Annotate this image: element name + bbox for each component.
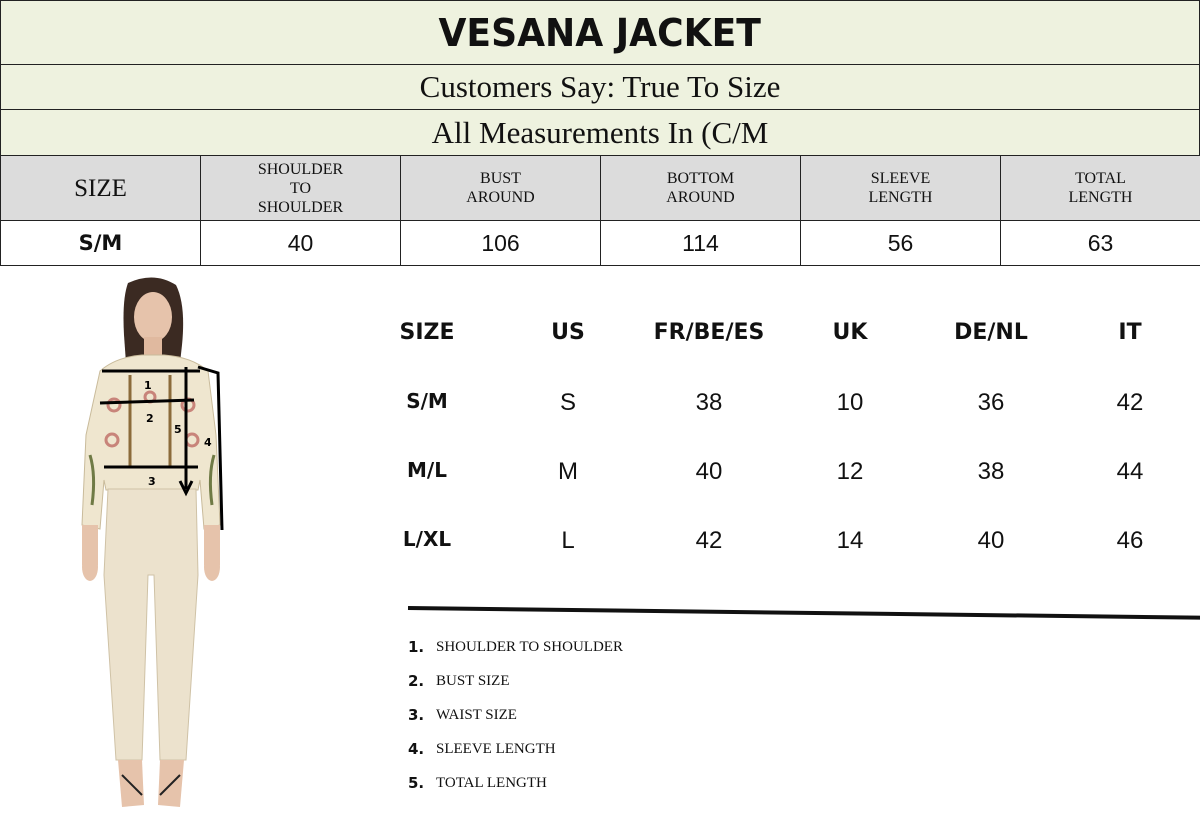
list-item — [408, 698, 623, 732]
pants-shape — [104, 489, 198, 760]
conversion-header-row — [380, 320, 1200, 389]
model-figure — [70, 275, 240, 820]
marker-5: 5 — [174, 423, 182, 436]
legend-number: 5. — [408, 774, 425, 792]
table-row: S/M S 38 10 36 42 — [406, 389, 1144, 416]
legend-label: TOTAL LENGTH — [436, 774, 547, 791]
cell-shoulder: 40 — [201, 221, 401, 266]
measurement-header-row — [1, 156, 1200, 221]
legend-label: BUST SIZE — [436, 672, 510, 689]
cell-size: S/M — [1, 221, 201, 266]
legend-label: WAIST SIZE — [436, 706, 517, 723]
cell-total: 63 — [1001, 221, 1200, 266]
marker-2: 2 — [146, 412, 154, 425]
legend-number: 2. — [408, 672, 425, 690]
conv-header-it: IT — [1118, 320, 1142, 345]
list-item — [408, 732, 623, 766]
table-row — [1, 221, 1200, 266]
face-shape — [134, 292, 172, 342]
list-item — [408, 630, 623, 664]
header-total: TOTAL LENGTH — [1001, 156, 1200, 221]
size-conversion-table — [380, 320, 1200, 596]
cell-sleeve: 56 — [801, 221, 1001, 266]
conv-header-fr: FR/BE/ES — [653, 320, 765, 345]
divider-line — [408, 606, 1200, 620]
table-row: L/XL L 42 14 40 46 — [402, 527, 1144, 554]
header-shoulder: SHOULDER TO SHOULDER — [201, 156, 401, 221]
units-band — [0, 109, 1200, 156]
marker-3: 3 — [148, 475, 156, 488]
conv-header-uk: UK — [832, 320, 868, 345]
cell-bottom: 114 — [601, 221, 801, 266]
legend-number: 1. — [408, 638, 425, 656]
legend-label: SLEEVE LENGTH — [436, 740, 556, 757]
conv-header-size: SIZE — [399, 320, 455, 345]
list-item — [408, 766, 623, 800]
legend-number: 3. — [408, 706, 425, 724]
header-size: SIZE — [1, 156, 201, 221]
legend-number: 4. — [408, 740, 425, 758]
subtitle-band — [0, 64, 1200, 110]
marker-1: 1 — [144, 379, 152, 392]
measurement-table — [0, 155, 1200, 266]
header-bust: BUST AROUND — [401, 156, 601, 221]
measurement-legend — [408, 630, 623, 800]
units-note: All Measurements In (C/M — [431, 114, 769, 150]
header-sleeve: SLEEVE LENGTH — [801, 156, 1001, 221]
page-title: VESANA JACKET — [438, 10, 762, 55]
neck-shape — [144, 337, 162, 357]
conv-header-de: DE/NL — [954, 320, 1028, 345]
subtitle: Customers Say: True To Size — [419, 69, 781, 104]
conv-header-us: US — [551, 320, 585, 345]
legend-label: SHOULDER TO SHOULDER — [436, 638, 623, 655]
title-band — [0, 0, 1200, 65]
list-item — [408, 664, 623, 698]
marker-4: 4 — [204, 436, 212, 449]
header-bottom: BOTTOM AROUND — [601, 156, 801, 221]
table-row: M/L M 40 12 38 44 — [407, 458, 1144, 485]
cell-bust: 106 — [401, 221, 601, 266]
